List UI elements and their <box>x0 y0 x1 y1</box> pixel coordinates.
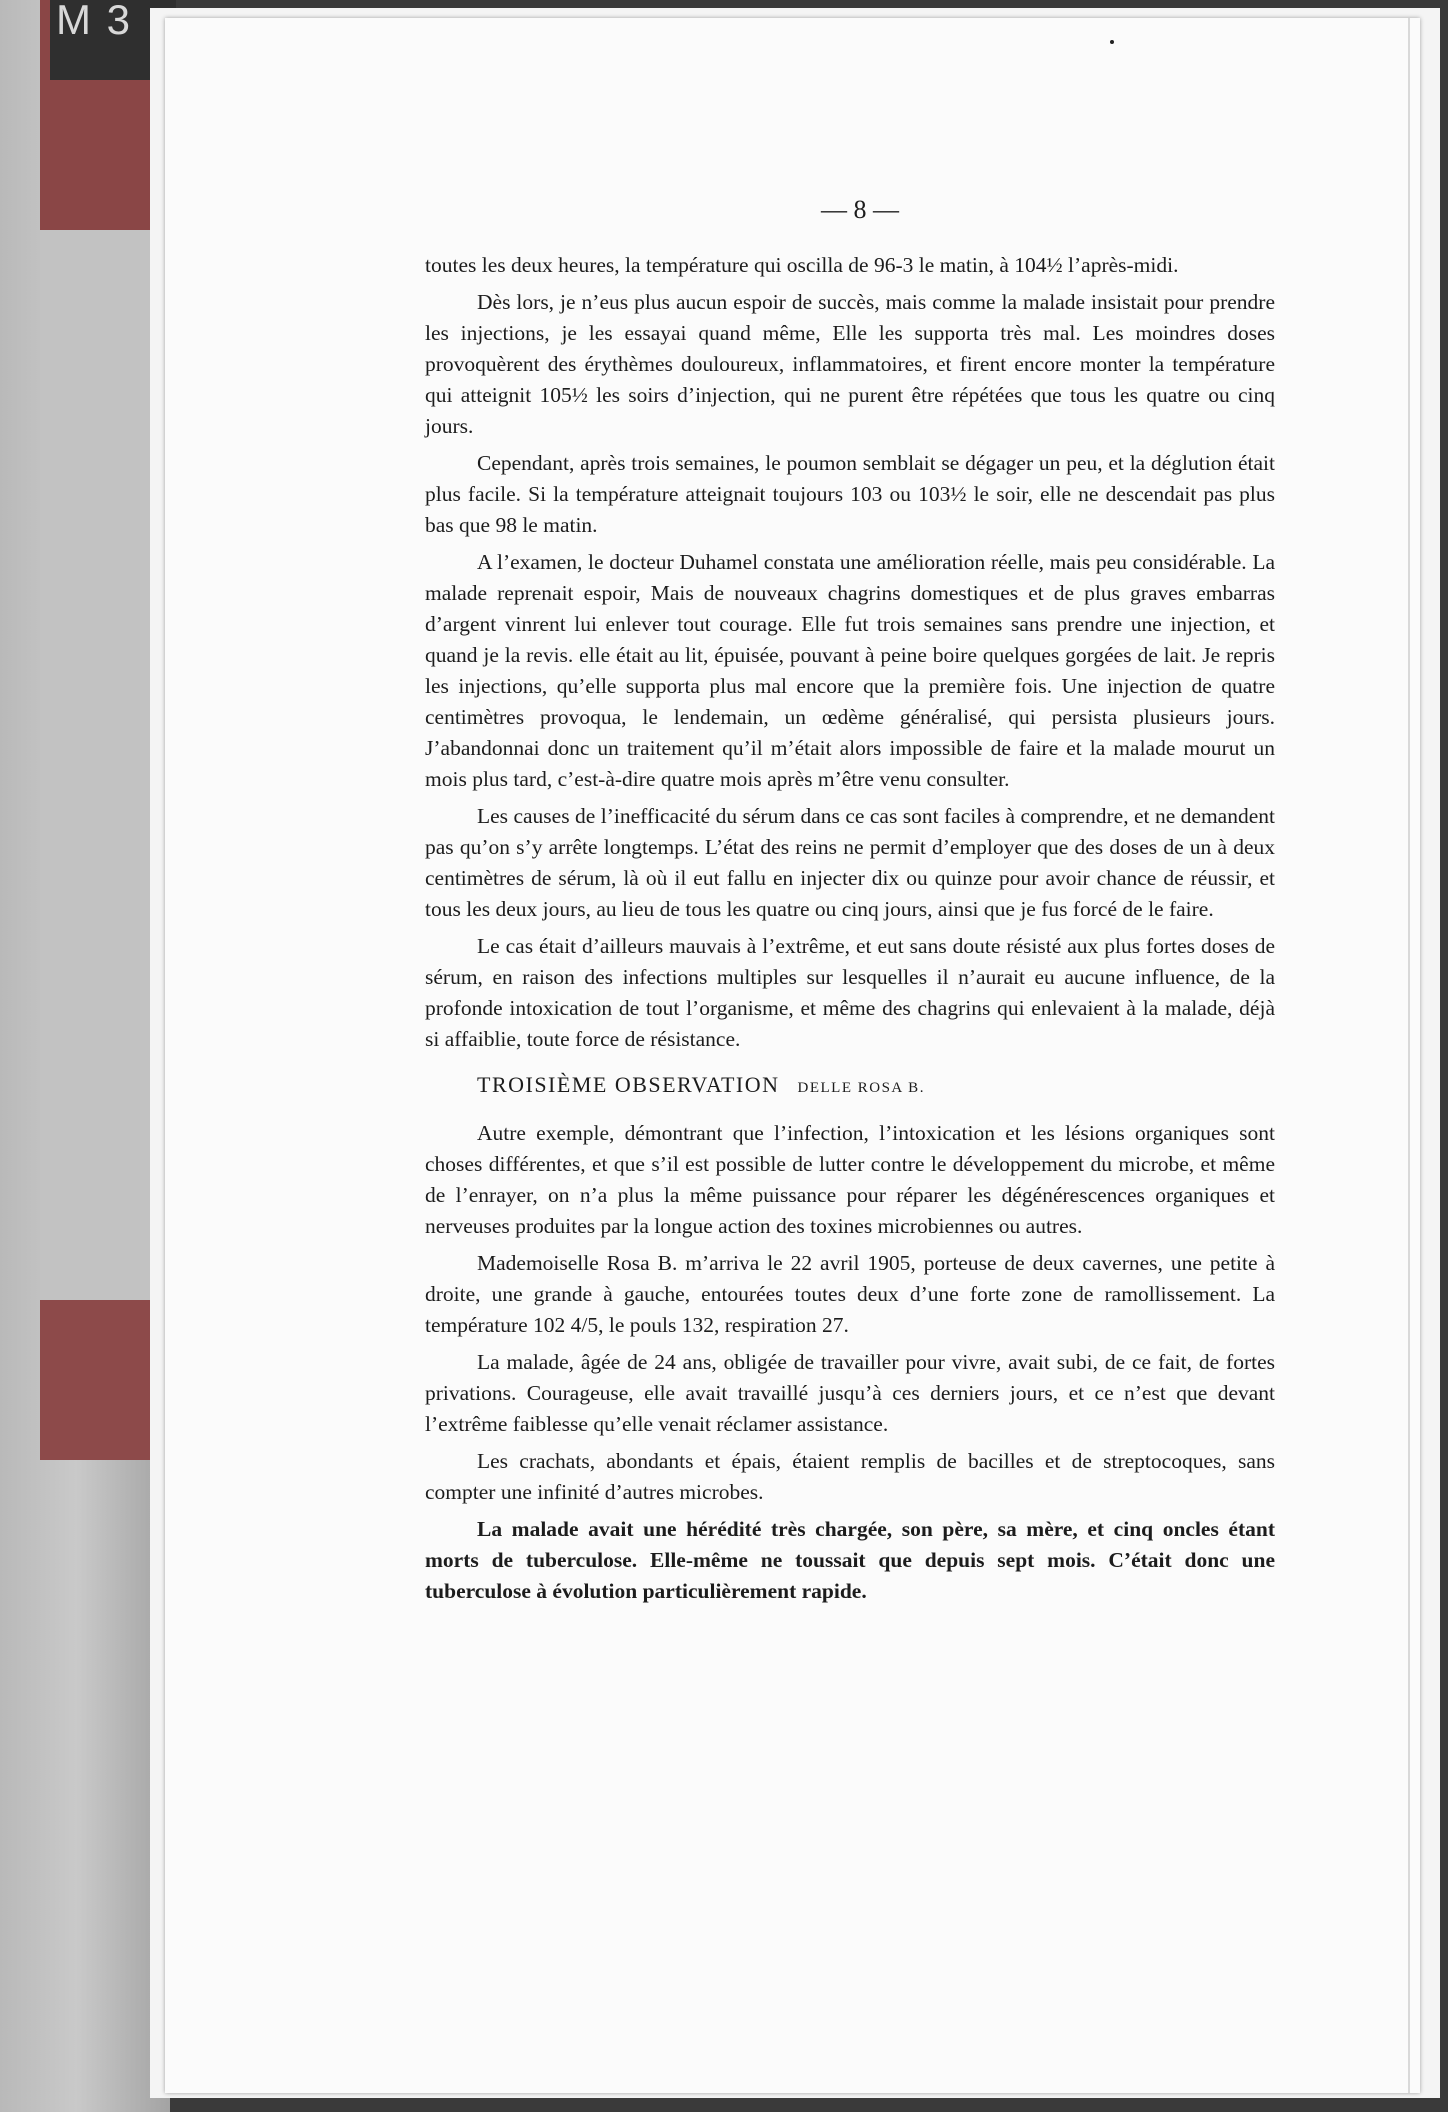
paragraph-4: A l’examen, le docteur Duhamel constata une amélioration réelle, mais peu considérable. La malade reprenait espoir, Mais de nouveaux chagrins domestiques et de plus graves embarras d’argent vinrent lui enlever tout courage. Elle fut trois semaines sans prendre une injection, et quand je la revis. elle était au lit, épuisée, pouvant à peine boire quelques gorgées de lait. Je repris les injections, qu’elle supporta plus mal encore que la première fois. Une injection de quatre centimètres provoqua, le lendemain, un œdème généralisé, qui persista plusieurs jours. J’abandonnai donc un traitement qu’il m’était alors impossible de faire et la malade mourut un mois plus tard, c’est-à-dire quatre mois après m’être venu consulter. <box>425 550 1275 791</box>
section-heading <box>477 1069 1275 1104</box>
paragraph-11: La malade avait une hérédité très chargée, son père, sa mère, et cinq oncles étant morts de tuberculose. Elle-même ne toussait que depuis sept mois. C’était donc une tuberculose à évolution particulièrement rapide. <box>425 1517 1275 1603</box>
paragraph-9: La malade, âgée de 24 ans, obligée de travailler pour vivre, avait subi, de ce fait, de fortes privations. Courageuse, elle avait travaillé jusqu’à ces derniers jours, et ce n’est que devant l’extrême faiblesse qu’elle venait réclamer assistance. <box>425 1350 1275 1436</box>
paragraph-2: Dès lors, je n’eus plus aucun espoir de succès, mais comme la malade insistait pour prendre les injections, je les essayai quand même, Elle les supporta très mal. Les moindres doses provoquèrent des érythèmes douloureux, inflammatoires, et firent encore monter la température qui atteignit 105½ les soirs d’injection, qui ne purent être répétées que tous les quatre ou cinq jours. <box>425 290 1275 438</box>
page-edge <box>1408 18 1410 2093</box>
left-page-strip <box>0 0 170 2112</box>
paragraph-1: toutes les deux heures, la température qui oscilla de 96-3 le matin, à 104½ l’après-midi. <box>425 253 1179 277</box>
paragraph-8: Mademoiselle Rosa B. m’arriva le 22 avril 1905, porteuse de deux cavernes, une petite à droite, une grande à gauche, entourées toutes deux d’une forte zone de ramollissement. La température 102 4/5, le pouls 132, respiration 27. <box>425 1251 1275 1337</box>
paragraph-6: Le cas était d’ailleurs mauvais à l’extrême, et eut sans doute résisté aux plus fortes doses de sérum, en raison des infections multiples sur lesquelles il n’aurait eu aucune influence, de la profonde intoxication de tout l’organisme, et même des chagrins qui enlevaient à la malade, déjà si affaiblie, toute force de résistance. <box>425 934 1275 1051</box>
heading-title: TROISIÈME OBSERVATION <box>477 1072 780 1097</box>
paragraph-3: Cependant, après trois semaines, le poumon semblait se dégager un peu, et la déglution était plus facile. Si la température atteignait toujours 103 ou 103½ le soir, elle ne descendait pas plus bas que 98 le matin. <box>425 451 1275 537</box>
paragraph-5: Les causes de l’inefficacité du sérum dans ce cas sont faciles à comprendre, et ne demandent pas qu’on s’y arrête longtemps. L’état des reins ne permit d’employer que des doses de un à deux centimètres de sérum, là où il eut fallu en injecter dix ou quinze pour avoir chance de réussir, et tous les deux jours, au lieu de tous les quatre ou cinq jours, ainsi que je fus forcé de le faire. <box>425 804 1275 921</box>
heading-subtitle: DELLE ROSA B. <box>797 1080 925 1096</box>
page-number: — 8 — <box>821 195 899 224</box>
body-text <box>425 250 1275 1613</box>
corner-label: M 3 <box>50 0 176 80</box>
paragraph-10: Les crachats, abondants et épais, étaient remplis de bacilles et de streptocoques, sans compter une infinité d’autres microbes. <box>425 1449 1275 1504</box>
paragraph-7: Autre exemple, démontrant que l’infection, l’intoxication et les lésions organiques sont choses différentes, et que s’il est possible de lutter contre le développement du microbe, et même de l’enrayer, on n’a plus la même puissance pour réparer les dégénérescences organiques et nerveuses produites par la longue action des toxines microbiennes ou autres. <box>425 1121 1275 1238</box>
dust-speck <box>1110 40 1114 44</box>
